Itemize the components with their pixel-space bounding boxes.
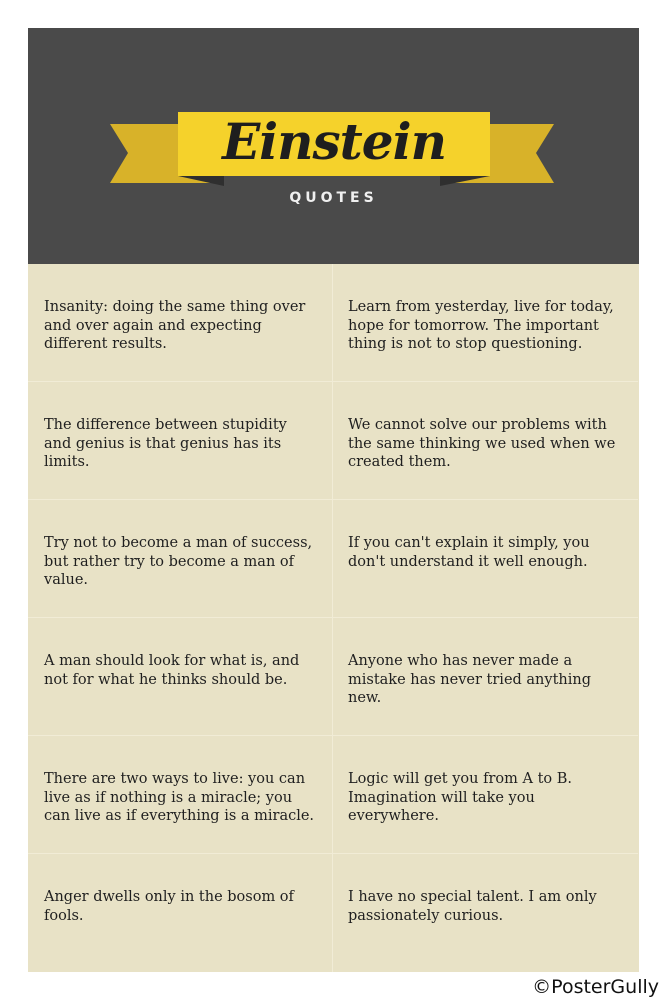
quote-text: I have no special talent. I am only passionately curious.: [348, 889, 597, 924]
quote-card: [333, 736, 638, 854]
quote-text: A man should look for what is, and not for what he thinks should be.: [44, 653, 300, 688]
quote-text: Anger dwells only in the bosom of fools.: [44, 889, 294, 924]
quote-text: The difference between stupidity and genius is that genius has its limits.: [44, 417, 287, 470]
quote-card: [333, 264, 638, 382]
quotes-grid: [28, 264, 639, 972]
quote-text: Logic will get you from A to B. Imagination will take you everywhere.: [348, 771, 573, 824]
quote-text: If you can't explain it simply, you don't understand it well enough.: [348, 535, 590, 570]
copyright-text: ©PosterGully: [532, 976, 659, 998]
quote-card: [333, 618, 638, 736]
poster-subtitle: QUOTES: [289, 190, 378, 206]
poster: [28, 28, 639, 972]
quote-text: Learn from yesterday, live for today, hope for tomorrow. The important thing is not to stop questioning.: [348, 299, 614, 352]
quote-card: [28, 736, 333, 854]
quote-text: There are two ways to live: you can live as if nothing is a miracle; you can live as if everything is a miracle.: [44, 771, 315, 824]
poster-title: Einstein: [222, 112, 446, 171]
quote-card: [333, 382, 638, 500]
quote-card: [28, 854, 333, 972]
quote-text: Try not to become a man of success, but rather try to become a man of value.: [44, 535, 313, 588]
quote-text: Anyone who has never made a mistake has never tried anything new.: [348, 653, 592, 706]
quote-text: We cannot solve our problems with the same thinking we used when we created them.: [348, 417, 616, 470]
quote-card: [333, 500, 638, 618]
quote-card: [333, 854, 638, 972]
quote-card: [28, 618, 333, 736]
quote-text: Insanity: doing the same thing over and over again and expecting different results.: [44, 299, 306, 352]
quote-card: [28, 500, 333, 618]
poster-header: [28, 28, 639, 264]
quote-card: [28, 382, 333, 500]
quote-card: [28, 264, 333, 382]
